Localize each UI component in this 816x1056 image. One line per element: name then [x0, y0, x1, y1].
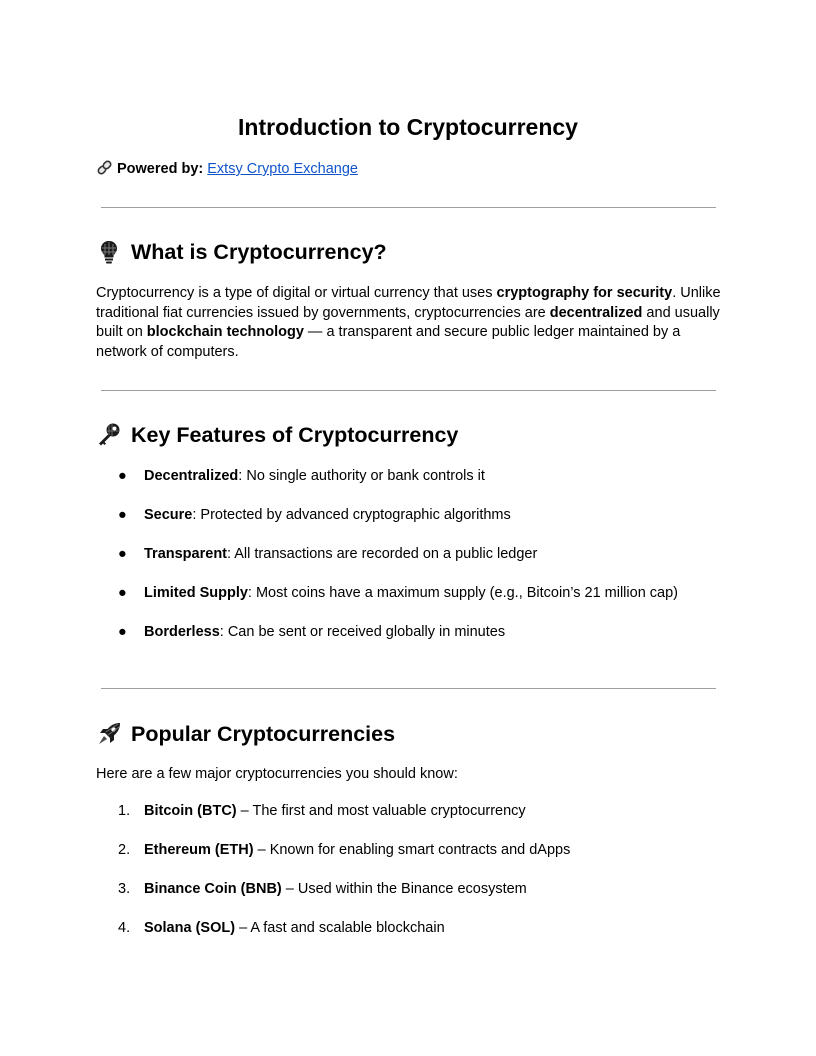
rocket-icon [96, 721, 122, 747]
coin-description: – A fast and scalable blockchain [235, 920, 445, 936]
exchange-link[interactable]: Extsy Crypto Exchange [207, 161, 358, 177]
coin-name: Ethereum (ETH) [144, 842, 254, 858]
feature-term: Secure [144, 507, 193, 523]
feature-text: : No single authority or bank controls it [238, 468, 485, 484]
list-item [96, 879, 736, 918]
bulb-icon [96, 239, 122, 265]
features-list [96, 466, 736, 661]
text-run: — a transparent and secure public ledger maintained by a network of computers. [96, 324, 681, 360]
feature-text: : Protected by advanced cryptographic algorithms [192, 507, 511, 523]
coin-description: – Known for enabling smart contracts and dApps [253, 842, 571, 858]
list-item [96, 840, 736, 879]
feature-text: : All transactions are recorded on a public ledger [227, 546, 538, 562]
list-item [96, 583, 736, 622]
text-run: . Unlike traditional fiat currencies issued by governments, cryptocurrencies are [96, 285, 721, 321]
feature-term: Transparent [144, 546, 227, 562]
section-heading-label: Key Features of Cryptocurrency [131, 423, 459, 447]
feature-term: Limited Supply [144, 585, 248, 601]
bullet: ● [118, 507, 127, 523]
bold-run: blockchain technology [146, 324, 304, 341]
list-number: 1. [118, 803, 131, 819]
list-number: 4. [118, 920, 131, 936]
list-item [96, 918, 736, 957]
list-item [96, 801, 736, 840]
link-icon [96, 159, 113, 176]
feature-term: Decentralized [144, 468, 239, 484]
coin-name: Solana (SOL) [144, 920, 236, 936]
divider [101, 688, 716, 689]
powered-by-label: Powered by: [117, 161, 204, 177]
bullet: ● [118, 468, 127, 484]
list-number: 2. [118, 842, 131, 858]
section-heading-label: Popular Cryptocurrencies [131, 722, 396, 746]
page-title: Introduction to Cryptocurrency [238, 114, 578, 140]
text-run: and usually built on [96, 304, 720, 341]
coin-description: – The first and most valuable cryptocurrency [236, 803, 526, 819]
feature-term: Borderless [144, 624, 220, 640]
popular-intro: Here are a few major cryptocurrencies you should know: [96, 766, 458, 782]
bold-run: cryptography for security [496, 285, 673, 301]
divider [101, 390, 716, 391]
key-icon [96, 422, 122, 448]
bullet: ● [118, 546, 127, 562]
list-number: 3. [118, 881, 131, 897]
list-item [96, 622, 736, 661]
list-item [96, 505, 736, 544]
coin-name: Binance Coin (BNB) [144, 881, 282, 897]
text-run: Cryptocurrency is a type of digital or virtual currency that uses [96, 285, 497, 301]
list-item [96, 466, 736, 505]
coin-name: Bitcoin (BTC) [144, 803, 237, 819]
what-paragraph [96, 284, 721, 362]
section-heading-popular [96, 719, 395, 749]
section-heading-features [96, 420, 458, 450]
feature-text: : Most coins have a maximum supply (e.g., Bitcoin’s 21 million cap) [247, 585, 678, 601]
bullet: ● [118, 585, 127, 601]
bullet: ● [118, 624, 127, 640]
powered-by-line [96, 159, 358, 179]
feature-text: : Can be sent or received globally in minutes [219, 624, 506, 640]
section-heading-label: What is Cryptocurrency? [131, 240, 387, 264]
list-item [96, 544, 736, 583]
bold-run: decentralized [549, 304, 643, 321]
divider [101, 207, 716, 208]
coin-description: – Used within the Binance ecosystem [281, 881, 527, 897]
section-heading-what [96, 237, 387, 267]
popular-list [96, 801, 736, 957]
